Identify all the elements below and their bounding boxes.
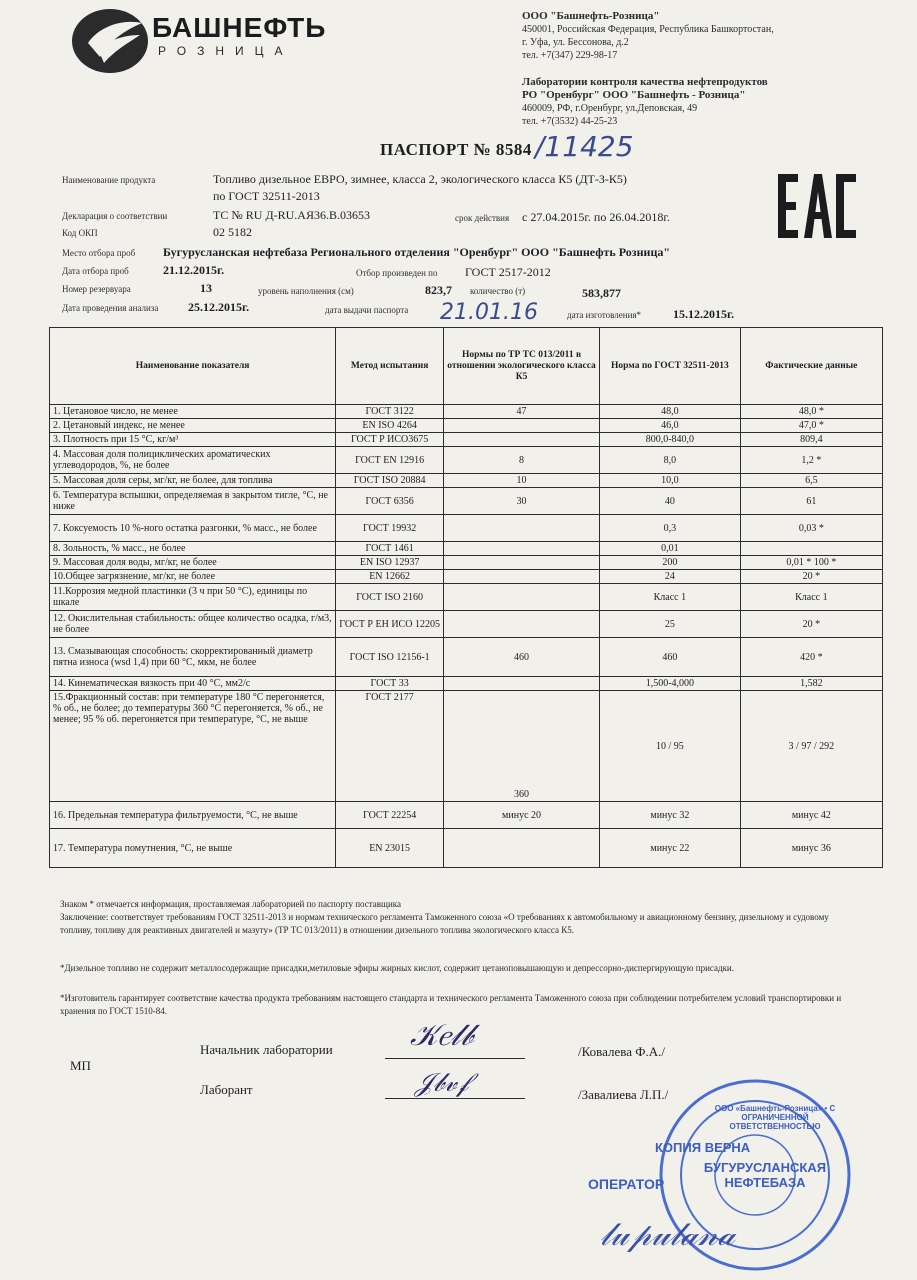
lab-line: 460009, РФ, г.Оренбург, ул.Деповская, 49 [522, 103, 698, 114]
row-tr [444, 419, 600, 433]
row-gost: 10,0 [600, 474, 741, 488]
row-name: 16. Предельная температура фильтруемости, °С, не выше [50, 802, 336, 829]
copy-mark: КОПИЯ ВЕРНА [655, 1140, 751, 1155]
row-fact: Класс 1 [740, 584, 882, 611]
table-row [50, 802, 883, 829]
table-row [50, 691, 883, 802]
row-gost: 200 [600, 556, 741, 570]
row-fact: минус 42 [740, 802, 882, 829]
row-gost: 48,0 [600, 405, 741, 419]
row-fact: 1,582 [740, 677, 882, 691]
row-gost: 40 [600, 488, 741, 515]
row-gost: минус 32 [600, 802, 741, 829]
operator-mark: ОПЕРАТОР [588, 1176, 665, 1192]
row-name: 14. Кинематическая вязкость при 40 °С, мм2/с [50, 677, 336, 691]
row-tr: 360 [444, 691, 600, 802]
row-gost: минус 22 [600, 829, 741, 868]
guarantee-note: *Изготовитель гарантирует соответствие качества продукта требованиям настоящего стандарта и технического регламента Таможенного союза при соблюдении потребителем условий транспортировки и хранения по ГОСТ 1510-84. [60, 993, 842, 1016]
row-name: 15.Фракционный состав: при температуре 180 °С перегоняется, % об., не более; до температуры 360 °С перегоняется, % об., не менее; 95 % об. перегоняется при температуре, °С, не выше [50, 691, 336, 802]
row-gost: 24 [600, 570, 741, 584]
row-method: ГОСТ EN 12916 [336, 447, 444, 474]
row-fact: 0,03 * [740, 515, 882, 542]
row-tr [444, 556, 600, 570]
head-lab-label: Начальник лаборатории [200, 1042, 333, 1057]
place-label: Место отбора проб [62, 248, 136, 258]
row-tr [444, 584, 600, 611]
row-name: 6. Температура вспышки, определяемая в закрытом тигле, °С, не ниже [50, 488, 336, 515]
row-tr [444, 611, 600, 638]
row-gost: 800,0-840,0 [600, 433, 741, 447]
row-gost: 8,0 [600, 447, 741, 474]
made-label: дата изготовления* [567, 310, 642, 320]
declaration-value: ТС № RU Д-RU.АЯ36.В.03653 [213, 208, 370, 222]
head-signature-icon: 𝒦𝑒𝓁𝒷 [410, 1018, 473, 1053]
table-row [50, 405, 883, 419]
company-line: тел. +7(347) 229-98-17 [522, 50, 618, 61]
row-tr [444, 677, 600, 691]
head-lab-name: /Ковалева Ф.А./ [578, 1044, 666, 1059]
analysis-value: 25.12.2015г. [188, 300, 250, 314]
row-name: 4. Массовая доля полициклических ароматических углеводородов, %, не более [50, 447, 336, 474]
company-name: ООО "Башнефть-Розница" [522, 10, 660, 22]
row-name: 10.Общее загрязнение, мг/кг, не более [50, 570, 336, 584]
row-method: EN 12662 [336, 570, 444, 584]
row-name: 8. Зольность, % масс., не более [50, 542, 336, 556]
row-fact: 47,0 * [740, 419, 882, 433]
table-row [50, 584, 883, 611]
header-tr-norm: Нормы по ТР ТС 013/2011 в отношении экологического класса К5 [444, 328, 600, 405]
header-indicator: Наименование показателя [50, 328, 336, 405]
row-tr: 10 [444, 474, 600, 488]
row-name: 12. Окислительная стабильность: общее количество осадка, г/м3, не более [50, 611, 336, 638]
validity-label: срок действия [455, 213, 510, 223]
row-fact: 6,5 [740, 474, 882, 488]
row-tr: 8 [444, 447, 600, 474]
company-line: 450001, Российская Федерация, Республика Башкортостан, [522, 24, 774, 35]
qty-label: количество (т) [470, 286, 526, 296]
tank-value: 13 [200, 281, 212, 295]
row-fact: 20 * [740, 611, 882, 638]
row-gost: 46,0 [600, 419, 741, 433]
quality-table [49, 327, 883, 868]
row-fact: 61 [740, 488, 882, 515]
eac-icon [776, 172, 858, 242]
lab-org: РО "Оренбург" ООО "Башнефть - Розница" [522, 89, 746, 101]
declaration-label: Декларация о соответствии [62, 211, 168, 221]
handwritten-number: /11425 [535, 130, 634, 163]
logo-name: БАШНЕФТЬ [152, 12, 327, 43]
stamp-ring-text: ООО «Башнефть-Розница» • С ОГРАНИЧЕННОЙ ОТВЕТСТВЕННОСТЬЮ [714, 1104, 836, 1131]
table-row [50, 474, 883, 488]
row-name: 11.Коррозия медной пластинки (3 ч при 50 °С), единицы по шкале [50, 584, 336, 611]
row-method: ГОСТ ISO 20884 [336, 474, 444, 488]
bashneft-logo-icon [70, 5, 150, 75]
analysis-label: Дата проведения анализа [62, 303, 159, 313]
date-sample-value: 21.12.2015г. [163, 263, 225, 277]
issue-value: 21.01.16 [440, 300, 538, 325]
okp-label: Код ОКП [62, 228, 98, 238]
company-block [522, 10, 774, 62]
row-gost: 1,500-4,000 [600, 677, 741, 691]
row-fact: 3 / 97 / 292 [740, 691, 882, 802]
row-gost: 10 / 95 [600, 691, 741, 802]
operator-signature-icon: 𝓁𝓊𝓅𝓊𝓁𝒶𝓃𝒶 [600, 1215, 736, 1253]
row-fact: 1,2 * [740, 447, 882, 474]
row-gost: 25 [600, 611, 741, 638]
row-fact: минус 36 [740, 829, 882, 868]
row-gost: 0,01 [600, 542, 741, 556]
table-header-row [50, 328, 883, 405]
row-name: 17. Температура помутнения, °С, не выше [50, 829, 336, 868]
place-value: Бугурусланская нефтебаза Регионального отделения "Оренбург" ООО "Башнефть Розница" [163, 245, 671, 259]
row-name: 13. Смазывающая способность: скорректированный диаметр пятна износа (wsd 1,4) при 60 °С, мкм, не более [50, 638, 336, 677]
row-fact [740, 542, 882, 556]
date-sample-label: Дата отбора проб [62, 266, 129, 276]
row-tr [444, 542, 600, 556]
table-row [50, 570, 883, 584]
row-tr [444, 433, 600, 447]
row-name: 9. Массовая доля воды, мг/кг, не более [50, 556, 336, 570]
row-name: 7. Коксуемость 10 %-ного остатка разгонки, % масс., не более [50, 515, 336, 542]
row-tr [444, 829, 600, 868]
lab-signature-icon: 𝒥𝒷𝓋𝒻 [415, 1068, 469, 1098]
row-method: ГОСТ ISO 12156-1 [336, 638, 444, 677]
row-method: EN 23015 [336, 829, 444, 868]
row-gost: Класс 1 [600, 584, 741, 611]
row-name: 2. Цетановый индекс, не менее [50, 419, 336, 433]
mp-label: МП [70, 1058, 91, 1073]
lab-line: тел. +7(3532) 44-25-23 [522, 116, 618, 127]
row-fact: 0,01 * 100 * [740, 556, 882, 570]
table-row [50, 556, 883, 570]
row-method: ГОСТ 2177 [336, 691, 444, 802]
sampling-value: ГОСТ 2517-2012 [465, 265, 551, 279]
logo-subtitle: РОЗНИЦА [158, 44, 294, 58]
company-line: г. Уфа, ул. Бессонова, д.2 [522, 37, 629, 48]
header-actual: Фактические данные [740, 328, 882, 405]
okp-value: 02 5182 [213, 225, 252, 239]
row-method: ГОСТ 6356 [336, 488, 444, 515]
row-method: EN ISO 4264 [336, 419, 444, 433]
row-method: ГОСТ 3122 [336, 405, 444, 419]
table-row [50, 433, 883, 447]
passport-title: ПАСПОРТ № 8584 [380, 140, 532, 159]
lab-assistant-label: Лаборант [200, 1082, 253, 1097]
sampling-label: Отбор произведен по [356, 268, 438, 278]
row-method: ГОСТ 33 [336, 677, 444, 691]
header-method: Метод испытания [336, 328, 444, 405]
lab-block [522, 76, 768, 128]
row-gost: 0,3 [600, 515, 741, 542]
row-tr: 460 [444, 638, 600, 677]
row-tr [444, 570, 600, 584]
table-row [50, 542, 883, 556]
product-value-2: по ГОСТ 32511-2013 [213, 189, 320, 203]
head-sign-line [385, 1058, 525, 1059]
product-value: Топливо дизельное ЕВРО, зимнее, класса 2, экологического класса К5 (ДТ-З-К5) [213, 172, 627, 186]
header-gost-norm: Норма по ГОСТ 32511-2013 [600, 328, 741, 405]
row-tr: 47 [444, 405, 600, 419]
row-tr [444, 515, 600, 542]
row-method: ГОСТ 19932 [336, 515, 444, 542]
level-label: уровень наполнения (см) [258, 286, 354, 296]
row-name: 1. Цетановое число, не менее [50, 405, 336, 419]
level-value: 823,7 [425, 283, 452, 297]
row-fact: 809,4 [740, 433, 882, 447]
row-method: ГОСТ Р ИСО3675 [336, 433, 444, 447]
issue-label: дата выдачи паспорта [325, 305, 409, 315]
row-tr: 30 [444, 488, 600, 515]
conclusion-note: Заключение: соответствует требованиям ГОСТ 32511-2013 и нормам технического регламента Таможенного союза «О требованиях к автомобильному и авиационному бензину, дизельному и судовому топливу, топливу для реактивных двигателей и мазуту» (ТР ТС 013/2011) в отношении дизельного топлива экологического класса К5. [60, 912, 829, 935]
stamp-center-text: БУГУРУСЛАНСКАЯ НЕФТЕБАЗА [703, 1160, 827, 1190]
qty-value: 583,877 [582, 286, 621, 300]
diesel-note: *Дизельное топливо не содержит металлосодержащие присадки,метиловые эфиры жирных кислот, содержит цетаноповышающую и депрессорно-диспергирующую присадки. [60, 963, 735, 973]
star-note: Знаком * отмечается информация, проставляемая лабораторией по паспорту поставщика [60, 899, 402, 909]
lab-assistant-name: /Завалиева Л.П./ [578, 1087, 669, 1102]
eac-mark [776, 172, 858, 242]
table-row [50, 829, 883, 868]
row-method: EN ISO 12937 [336, 556, 444, 570]
row-method: ГОСТ Р ЕН ИСО 12205 [336, 611, 444, 638]
table-row [50, 611, 883, 638]
row-method: ГОСТ 1461 [336, 542, 444, 556]
row-name: 5. Массовая доля серы, мг/кг, не более, для топлива [50, 474, 336, 488]
table-row [50, 419, 883, 433]
row-method: ГОСТ ISO 2160 [336, 584, 444, 611]
product-label: Наименование продукта [62, 175, 156, 185]
table-row [50, 447, 883, 474]
row-tr: минус 20 [444, 802, 600, 829]
table-row [50, 488, 883, 515]
table-row [50, 677, 883, 691]
table-row [50, 515, 883, 542]
row-gost: 460 [600, 638, 741, 677]
row-name: 3. Плотность при 15 °С, кг/м³ [50, 433, 336, 447]
validity-value: с 27.04.2015г. по 26.04.2018г. [522, 210, 670, 224]
table-row [50, 638, 883, 677]
made-value: 15.12.2015г. [673, 307, 735, 321]
row-fact: 20 * [740, 570, 882, 584]
row-fact: 420 * [740, 638, 882, 677]
row-method: ГОСТ 22254 [336, 802, 444, 829]
notes-block [60, 898, 860, 937]
row-fact: 48,0 * [740, 405, 882, 419]
tank-label: Номер резервуара [62, 284, 131, 294]
lab-title: Лаборатории контроля качества нефтепродуктов [522, 76, 768, 88]
